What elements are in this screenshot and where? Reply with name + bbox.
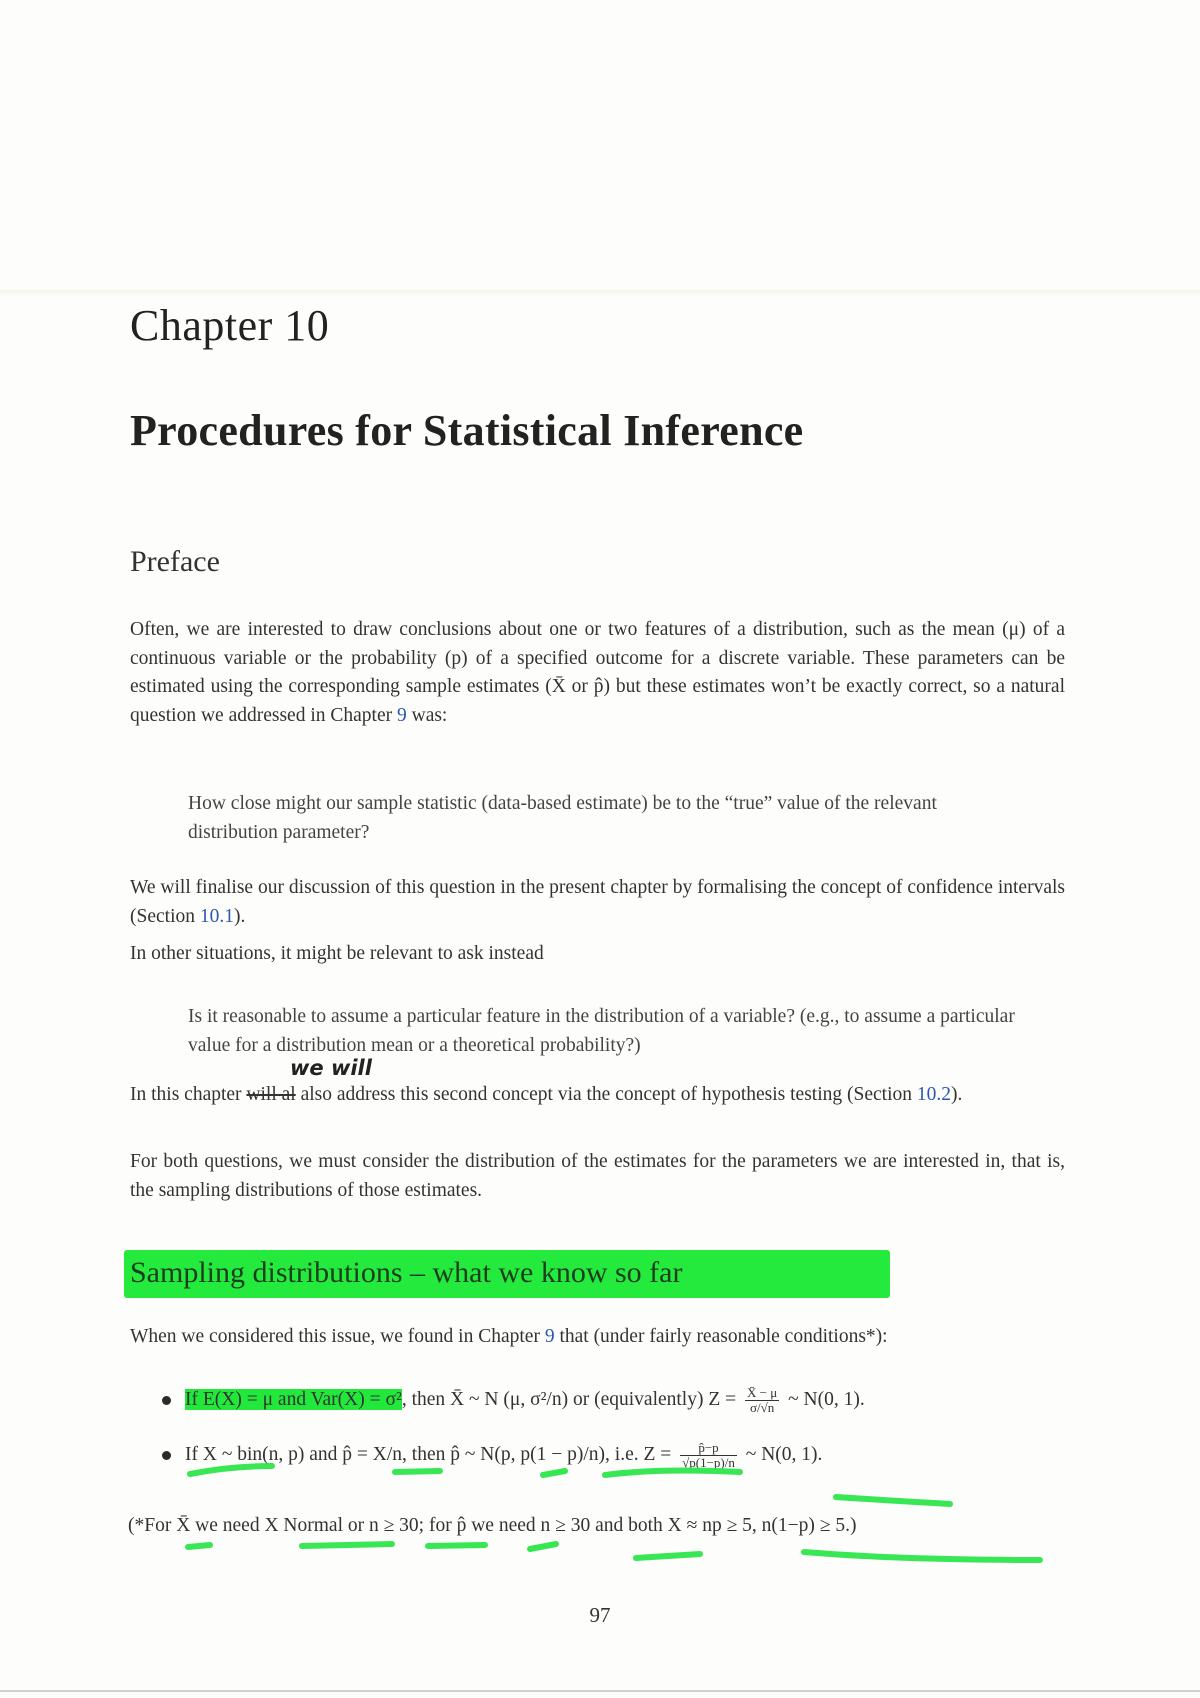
fraction-denominator: σ/√n [749,1400,775,1415]
marker-stroke [636,1554,700,1558]
scan-edge [0,1690,1200,1692]
section-10-2-link[interactable]: 10.2 [916,1084,951,1105]
sampling-heading: Sampling distributions – what we know so far [130,1256,683,1289]
page-number: 97 [589,1603,611,1627]
bullet-1-fraction [745,1386,779,1415]
preface-paragraph-4-text: In this chapter [130,1084,247,1105]
scan-edge [0,290,1200,296]
bullet-item-2 [162,1441,822,1470]
preface-paragraph-1-end: was: [406,704,448,726]
marker-stroke [395,1471,440,1472]
preface-paragraph-4-mid: also address this second concept via the concept of hypothesis testing (Section [295,1084,917,1105]
bullet-2-end: ~ N(0, 1). [740,1443,823,1465]
marker-stroke [836,1497,950,1504]
preface-heading: Preface [130,545,220,578]
bullet-1-text: , then X̄ ~ N (μ, σ²/n) or (equivalently) Z = [401,1388,741,1410]
quote-1: How close might our sample statistic (data-based estimate) be to the “true” value of the relevant distribution parameter? [188,793,937,843]
fraction-numerator: p̂−p [680,1441,737,1456]
chapter-title: Procedures for Statistical Inference [130,406,804,455]
marker-stroke [428,1545,485,1546]
fraction-denominator: √p(1−p)/n [682,1455,735,1470]
preface-paragraph-5: For both questions, we must consider the distribution of the estimates for the parameters we are interested in, that is, the sampling distributions of those estimates. [130,1151,1065,1201]
handwritten-insert: we will [290,1056,372,1080]
preface-paragraph-2-text: We will finalise our discussion of this question in the present chapter by formalising the concept of confidence intervals (Section [130,877,1065,927]
preface-paragraph-2 [130,874,1065,931]
preface-paragraph-1 [130,616,1065,730]
marker-stroke [543,1471,565,1475]
chapter-9-link[interactable]: 9 [396,704,407,726]
fraction-numerator: X̄ − μ [747,1385,778,1400]
sampling-intro-end: that (under fairly reasonable conditions*): [554,1326,888,1347]
marker-stroke [302,1544,392,1546]
preface-paragraph-1-text: Often, we are interested to draw conclusions about one or two features of a distribution, such as the mean (μ) of a continuous variable or the probability (p) of a specified outcome for a discrete variable. These parameters can be estimated using the corresponding sample estimates (X̄ or p̂) but these estimates won’t be exactly correct, so a natural question we addressed in Chapter [130,619,1065,726]
preface-paragraph-4 [130,1081,1065,1110]
preface-paragraph-2-end: ). [233,905,246,927]
struck-text: will al [246,1084,296,1105]
marker-stroke [188,1545,210,1547]
section-10-1-link[interactable]: 10.1 [199,905,234,927]
chapter-9-link-2[interactable]: 9 [544,1326,555,1347]
chapter-label: Chapter 10 [130,301,330,350]
bullet-item-1 [162,1386,865,1415]
marker-stroke [605,1471,740,1475]
quote-2: Is it reasonable to assume a particular feature in the distribution of a variable? (e.g., to assume a particular value for a distribution mean or a theoretical probability?) [188,1006,1015,1056]
bullet-1-highlight: If E(X) = μ and Var(X) = σ² [185,1388,402,1410]
sampling-footnote: (*For X̄ we need X Normal or n ≥ 30; for p̂ we need n ≥ 30 and both X ≈ np ≥ 5, n(1−p) ≥ 5.) [128,1515,857,1536]
bullet-dot [162,1451,171,1460]
marker-stroke [530,1544,556,1549]
bullet-1-end: ~ N(0, 1). [783,1388,865,1410]
bullet-dot [162,1396,171,1405]
preface-paragraph-4-end: ). [951,1084,963,1105]
bullet-2-fraction [680,1441,737,1470]
preface-paragraph-3: In other situations, it might be relevant to ask instead [130,943,544,964]
bullet-2-text: If X ~ bin(n, p) and p̂ = X/n, then p̂ ~ N(p, p(1 − p)/n), i.e. Z = [185,1443,677,1465]
marker-stroke [804,1552,1040,1560]
sampling-intro [130,1323,1065,1352]
sampling-intro-text: When we considered this issue, we found in Chapter [130,1326,545,1347]
